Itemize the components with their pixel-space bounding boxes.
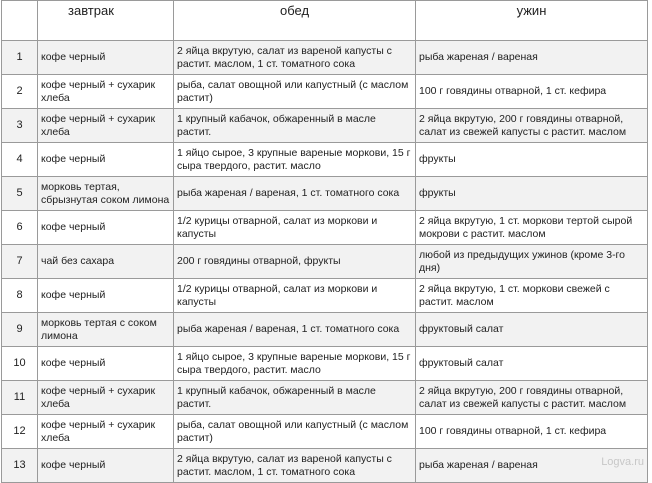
table-row: [2, 211, 648, 245]
breakfast-cell: кофе черный: [38, 449, 174, 483]
dinner-cell: рыба жареная / вареная: [416, 41, 648, 75]
table-row: [2, 313, 648, 347]
dinner-cell: фрукты: [416, 143, 648, 177]
table-row: [2, 143, 648, 177]
dinner-cell: фрукты: [416, 177, 648, 211]
header-breakfast: завтрак: [38, 1, 174, 41]
lunch-cell: 200 г говядины отварной, фрукты: [174, 245, 416, 279]
header-lunch: обед: [174, 1, 416, 41]
lunch-cell: 1/2 курицы отварной, салат из моркови и капусты: [174, 279, 416, 313]
lunch-cell: 1 крупный кабачок, обжаренный в масле растит.: [174, 109, 416, 143]
breakfast-cell: морковь тертая, сбрызнутая соком лимона: [38, 177, 174, 211]
day-number-cell: 5: [2, 177, 38, 211]
dinner-cell: фруктовый салат: [416, 313, 648, 347]
day-number-cell: 6: [2, 211, 38, 245]
table-row: [2, 279, 648, 313]
breakfast-cell: кофе черный: [38, 279, 174, 313]
day-number-cell: 2: [2, 75, 38, 109]
breakfast-cell: морковь тертая с соком лимона: [38, 313, 174, 347]
breakfast-cell: кофе черный + сухарик хлеба: [38, 381, 174, 415]
dinner-cell: 100 г говядины отварной, 1 ст. кефира: [416, 75, 648, 109]
day-number-cell: 3: [2, 109, 38, 143]
table-row: [2, 347, 648, 381]
dinner-cell: любой из предыдущих ужинов (кроме 3-го дня): [416, 245, 648, 279]
lunch-cell: 2 яйца вкрутую, салат из вареной капусты с растит. маслом, 1 ст. томатного сока: [174, 449, 416, 483]
table-row: [2, 415, 648, 449]
table-row: [2, 41, 648, 75]
menu-rows: [2, 41, 648, 483]
dinner-cell: 2 яйца вкрутую, 200 г говядины отварной, салат из свежей капусты с растит. маслом: [416, 381, 648, 415]
lunch-cell: 1 крупный кабачок, обжаренный в масле растит.: [174, 381, 416, 415]
lunch-cell: 1/2 курицы отварной, салат из моркови и капусты: [174, 211, 416, 245]
breakfast-cell: кофе черный: [38, 143, 174, 177]
dinner-cell: рыба жареная / вареная: [416, 449, 648, 483]
table-row: [2, 245, 648, 279]
dinner-cell: 2 яйца вкрутую, 200 г говядины отварной, салат из свежей капусты с растит. маслом: [416, 109, 648, 143]
header-row: [2, 1, 648, 41]
day-number-cell: 13: [2, 449, 38, 483]
day-number-cell: 8: [2, 279, 38, 313]
table-row: [2, 75, 648, 109]
dinner-cell: 2 яйца вкрутую, 1 ст. моркови свежей с растит. маслом: [416, 279, 648, 313]
lunch-cell: 1 яйцо сырое, 3 крупные вареные моркови, 15 г сыра твердого, растит. масло: [174, 347, 416, 381]
breakfast-cell: кофе черный: [38, 41, 174, 75]
table-row: [2, 381, 648, 415]
breakfast-cell: кофе черный + сухарик хлеба: [38, 109, 174, 143]
dinner-cell: фруктовый салат: [416, 347, 648, 381]
breakfast-cell: кофе черный + сухарик хлеба: [38, 75, 174, 109]
day-number-cell: 7: [2, 245, 38, 279]
table-row: [2, 177, 648, 211]
breakfast-cell: кофе черный: [38, 211, 174, 245]
table-row: [2, 109, 648, 143]
day-number-cell: 4: [2, 143, 38, 177]
dinner-cell: 2 яйца вкрутую, 1 ст. моркови тертой сырой мокрови с растит. маслом: [416, 211, 648, 245]
lunch-cell: 1 яйцо сырое, 3 крупные вареные моркови, 15 г сыра твердого, растит. масло: [174, 143, 416, 177]
header-dinner: ужин: [416, 1, 648, 41]
day-number-cell: 12: [2, 415, 38, 449]
header-day-number: [2, 1, 38, 41]
breakfast-cell: кофе черный + сухарик хлеба: [38, 415, 174, 449]
lunch-cell: 2 яйца вкрутую, салат из вареной капусты с растит. маслом, 1 ст. томатного сока: [174, 41, 416, 75]
day-number-cell: 9: [2, 313, 38, 347]
breakfast-cell: чай без сахара: [38, 245, 174, 279]
breakfast-cell: кофе черный: [38, 347, 174, 381]
day-number-cell: 1: [2, 41, 38, 75]
lunch-cell: рыба, салат овощной или капустный (с маслом растит): [174, 415, 416, 449]
day-number-cell: 10: [2, 347, 38, 381]
day-number-cell: 11: [2, 381, 38, 415]
lunch-cell: рыба жареная / вареная, 1 ст. томатного сока: [174, 313, 416, 347]
diet-menu-table: [1, 0, 648, 483]
lunch-cell: рыба, салат овощной или капустный (с маслом растит): [174, 75, 416, 109]
dinner-cell: 100 г говядины отварной, 1 ст. кефира: [416, 415, 648, 449]
table-row: [2, 449, 648, 483]
lunch-cell: рыба жареная / вареная, 1 ст. томатного сока: [174, 177, 416, 211]
watermark: Logva.ru: [601, 456, 644, 468]
